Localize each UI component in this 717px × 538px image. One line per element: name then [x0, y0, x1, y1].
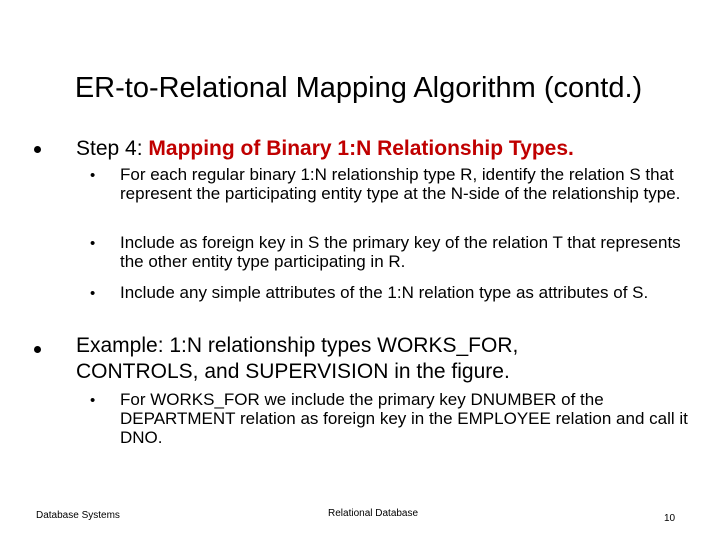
sub-bullet-marker: • — [90, 285, 96, 302]
step4-heading — [76, 136, 696, 162]
sub-bullet-marker: • — [90, 235, 96, 252]
bullet-dot-step4 — [34, 146, 41, 153]
example-text: Example: 1:N relationship types WORKS_FOR, CONTROLS, and SUPERVISION in the figure. — [76, 334, 519, 383]
sub-bullet-marker: • — [90, 167, 96, 184]
step4-highlight: Mapping of Binary 1:N Relationship Types. — [148, 137, 574, 160]
page-number: 10 — [664, 513, 676, 524]
step4-bullet-1: For each regular binary 1:N relationship type R, identify the relation S that represent the participating entity type at the N-side of the relationship type. — [120, 165, 681, 203]
slide-title: ER-to-Relational Mapping Algorithm (contd.) — [74, 72, 643, 104]
footer-center: Relational Database — [328, 508, 419, 519]
example-bullet-1: For WORKS_FOR we include the primary key DNUMBER of the DEPARTMENT relation as foreign key in the EMPLOYEE relation and call it DNO. — [120, 390, 688, 447]
bullet-dot-example — [34, 346, 41, 353]
step4-prefix: Step 4: — [76, 137, 149, 160]
step4-bullet-2: Include as foreign key in S the primary key of the relation T that represents the other entity type participating in R. — [120, 233, 681, 271]
footer-left: Database Systems — [36, 510, 120, 521]
sub-bullet-marker: • — [90, 392, 96, 409]
step4-bullet-3: Include any simple attributes of the 1:N relation type as attributes of S. — [120, 283, 649, 302]
